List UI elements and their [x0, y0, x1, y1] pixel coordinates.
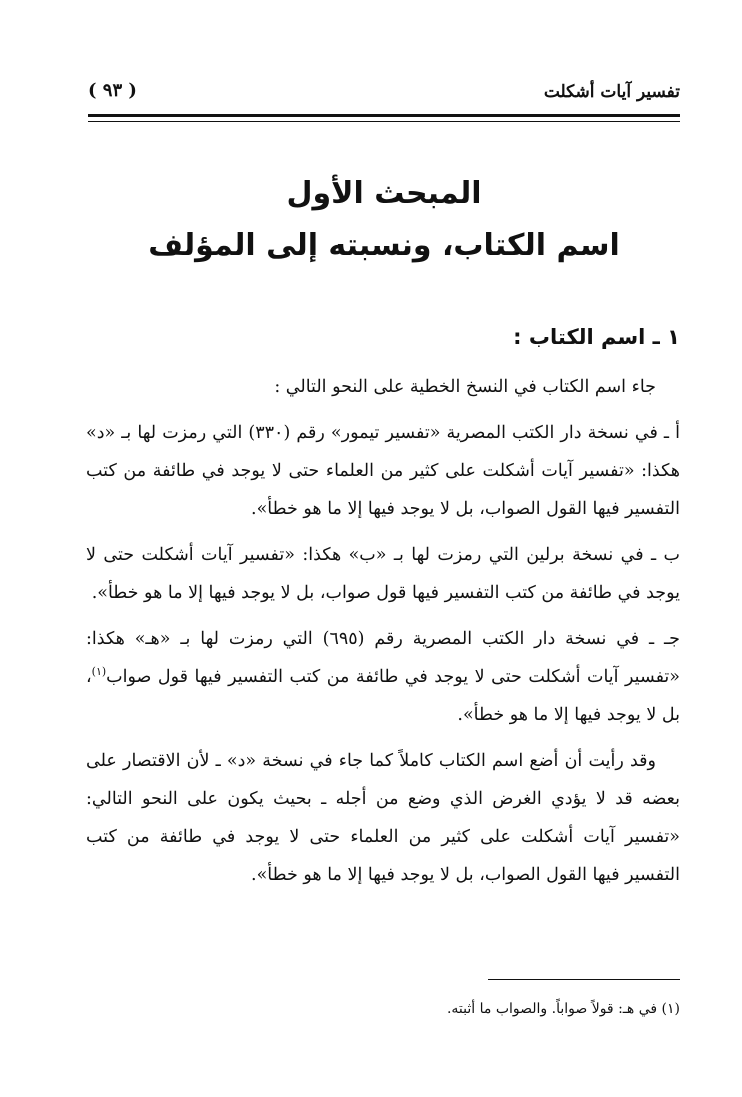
- paragraph-intro: جاء اسم الكتاب في النسخ الخطية على النحو التالي :: [274, 377, 656, 397]
- header-rule-thick: [88, 114, 680, 117]
- paragraph-jim-tail: ، بل لا يوجد فيها إلا ما هو خطأ».: [86, 667, 680, 725]
- page-header: [88, 78, 680, 108]
- footnote-marker: (١): [91, 665, 107, 679]
- paragraph-ba: ب ـ في نسخة برلين التي رمزت لها بـ «ب» هكذا: «تفسير آيات أشكلت حتى لا يوجد في طائفة من كتب التفسير فيها قول صواب، بل لا يوجد فيها إلا ما هو خطأ».: [86, 545, 680, 603]
- paragraph-alif: أ ـ في نسخة دار الكتب المصرية «تفسير تيمور» رقم (٣٣٠) التي رمزت لها بـ «د» هكذا: «تفسير آيات أشكلت على كثير من العلماء حتى لا يوجد في طائفة من كتب التفسير فيها القول الصواب، بل لا يوجد فيها إلا ما هو خطأ».: [86, 423, 680, 519]
- chapter-subtitle: اسم الكتاب، ونسبته إلى المؤلف: [148, 228, 620, 263]
- footnote-separator: [488, 979, 680, 980]
- paragraph-jim-text: جـ ـ في نسخة دار الكتب المصرية رقم (٦٩٥) التي رمزت لها بـ «هـ» هكذا: «تفسير آيات أشكلت حتى لا يوجد في طائفة من كتب التفسير فيها قول صواب: [86, 629, 680, 687]
- footnote: (١) في هـ: قولاً صواباً. والصواب ما أثبته.: [446, 1001, 680, 1017]
- page-body: [86, 318, 680, 902]
- header-rule-thin: [88, 121, 680, 122]
- paragraph-jim: [86, 620, 680, 734]
- section-heading: ١ ـ اسم الكتاب :: [513, 325, 680, 349]
- running-title: تفسير آيات أشكلت: [543, 82, 680, 102]
- paragraph-conclusion: وقد رأيت أن أضع اسم الكتاب كاملاً كما جاء في نسخة «د» ـ لأن الاقتصار على بعضه قد لا يؤدي الغرض الذي وضع من أجله ـ بحيث يكون على النحو التالي: «تفسير آيات أشكلت على كثير من العلماء حتى لا يوجد في طائفة من كتب التفسير فيها القول الصواب، بل لا يوجد فيها إلا ما هو خطأ».: [86, 751, 680, 885]
- chapter-title: المبحث الأول: [286, 176, 482, 211]
- page-number: ( ٩٣ ): [88, 80, 137, 101]
